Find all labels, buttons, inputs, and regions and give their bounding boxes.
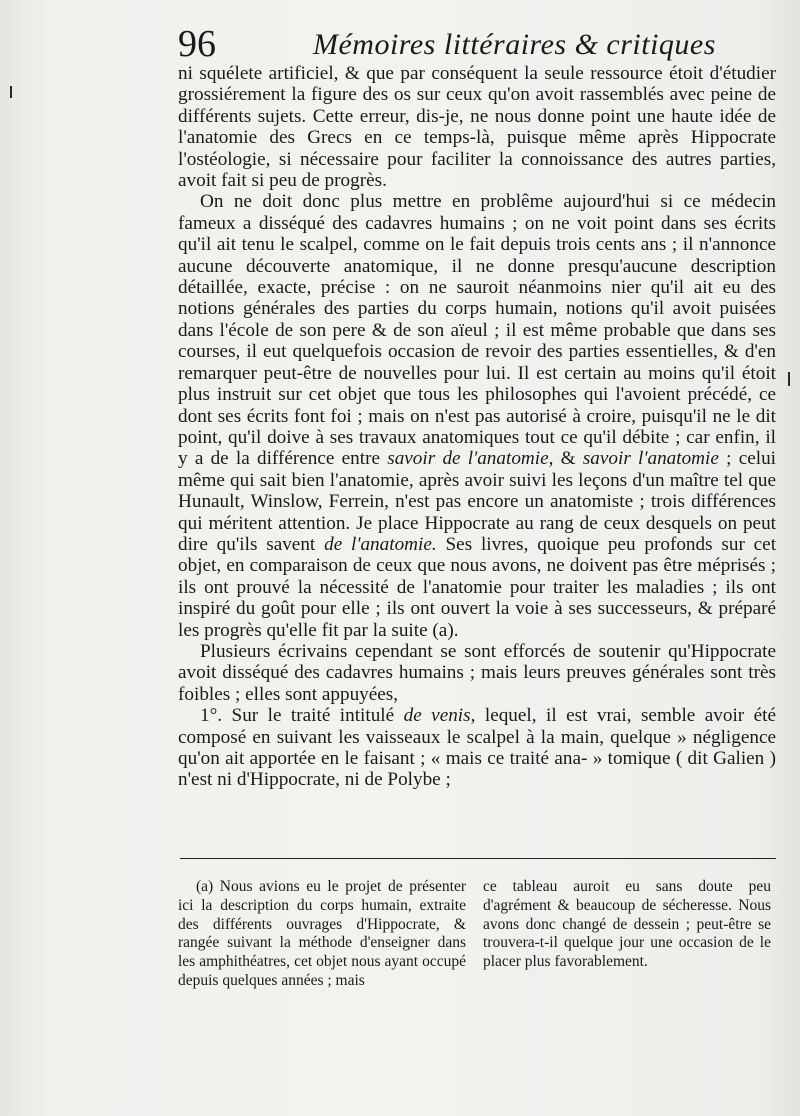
paragraph-2-emphasis-2: savoir l'anatomie — [582, 448, 719, 470]
footnote-left-text: (a) Nous avions eu le projet de présenter ici la description du corps humain, extraite des différents ouvrages d'Hippocrate, & rangée suivant la méthode d'enseigner dans les amphithéatres, cet objet nous ayant occupé depuis quelques années ; mais — [178, 878, 466, 989]
paragraph-2 — [178, 191, 776, 641]
footnote-rule — [180, 858, 776, 859]
page-number: 96 — [178, 23, 216, 65]
running-title: Mémoires littéraires & critiques — [313, 28, 716, 61]
paragraph-2-text-a: On ne doit donc plus mettre en problême aujourd'hui si ce médecin fameux a disséqué des cadavres humains ; on ne voit point dans ses écrits qu'il ait tenu le scalpel, comme on le fait depuis trois cents ans ; il n'annonce aucune découverte anatomique, il ne donne presqu'aucune description détaillée, exacte, précise : on ne sauroit néanmoins nier qu'il ait eu des notions générales des parties du corps humain, notions qu'il avoit puisées dans l'école de son pere & de son aïeul ; il est même probable que dans ses courses, il eut quelquefois occasion de revoir des parties essentielles, & d'en remarquer peut-être de nouvelles pour lui. Il est certain au moins qu'il étoit plus instruit sur cet objet que tous les philosophes qui l'avoient précédé, ce dont ses écrits font foi ; mais on n'est pas autorisé à croire, puisqu'il ne le dit point, qu'il doive à ses travaux anatomiques tout ce qu'il débite ; car enfin, il y a de la différence entre — [178, 191, 776, 470]
paragraph-4 — [178, 705, 776, 791]
page-header — [178, 22, 770, 66]
paragraph-3: Plusieurs écrivains cependant se sont efforcés de soutenir qu'Hippocrate avoit disséqué des cadavres humains ; mais leurs preuves générales sont très foibles ; elles sont appuyées, — [178, 640, 776, 705]
paragraph-2-emphasis-3: de l'anatomie. — [324, 533, 437, 555]
paragraph-4-text-a: 1°. Sur le traité intitulé — [200, 705, 395, 727]
paragraph-2-text-c: ; celui même qui sait bien l'anatomie, après avoir suivi les leçons d'un maître tel que Hunault, Winslow, Ferrein, n'est pas encore un anatomiste ; trois différences qui méritent attention. Je place Hippocrate au rang de ceux desquels on peut dire qu'ils savent — [178, 448, 776, 555]
paragraph-2-text-d: Ses livres, quoique peu profonds sur cet objet, en comparaison de ceux que nous avons, ne doivent pas être méprisés ; ils ont prouvé la nécessité de l'anatomie pour traiter les maladies ; ils ont inspiré du goût pour elle ; ils ont ouvert la voie à ses successeurs, & préparé les progrès qu'elle fit par la suite — [178, 533, 777, 641]
paragraph-2-emphasis-1: savoir de l'anatomie — [387, 448, 549, 470]
paragraph-1: ni squélete artificiel, & que par conséquent la seule ressource étoit d'étudier grossiérement la figure des os sur ceux qu'on avoit rassemblés avec peine de différents sujets. Cette erreur, dis-je, ne nous donne point une haute idée de l'anatomie des Grecs en ce temps-là, puisque même après Hippocrate l'ostéologie, si nécessaire pour faciliter la connoissance des autres parties, avoit fait si peu de progrès. — [178, 63, 776, 192]
footnote-column-left — [178, 878, 466, 991]
footnote-reference: (a). — [432, 619, 459, 641]
body-text — [178, 63, 776, 791]
paragraph-2-text-b: , & — [548, 448, 576, 470]
footnote — [178, 878, 776, 1008]
margin-mark-right — [788, 372, 790, 386]
paragraph-4-text-b: , lequel, il est vrai, semble avoir été composé en suivant les vaisseaux le scalpel à la main, quelque » négligence qu'on ait apportée en le faisant ; « mais ce traité ana- » tomique ( dit Galien ) n'est ni d'Hippocrate, ni de Polybe ; — [178, 705, 776, 791]
margin-mark-left — [10, 86, 12, 98]
footnote-right-text: ce tableau auroit eu sans doute peu d'agrément & beaucoup de sécheresse. Nous avons donc changé de dessein ; peut-être se trouvera-t-il quelque jour une occasion de le placer plus favorablement. — [483, 878, 771, 971]
paragraph-4-emphasis: de venis — [403, 705, 471, 727]
footnote-column-right — [483, 878, 771, 972]
